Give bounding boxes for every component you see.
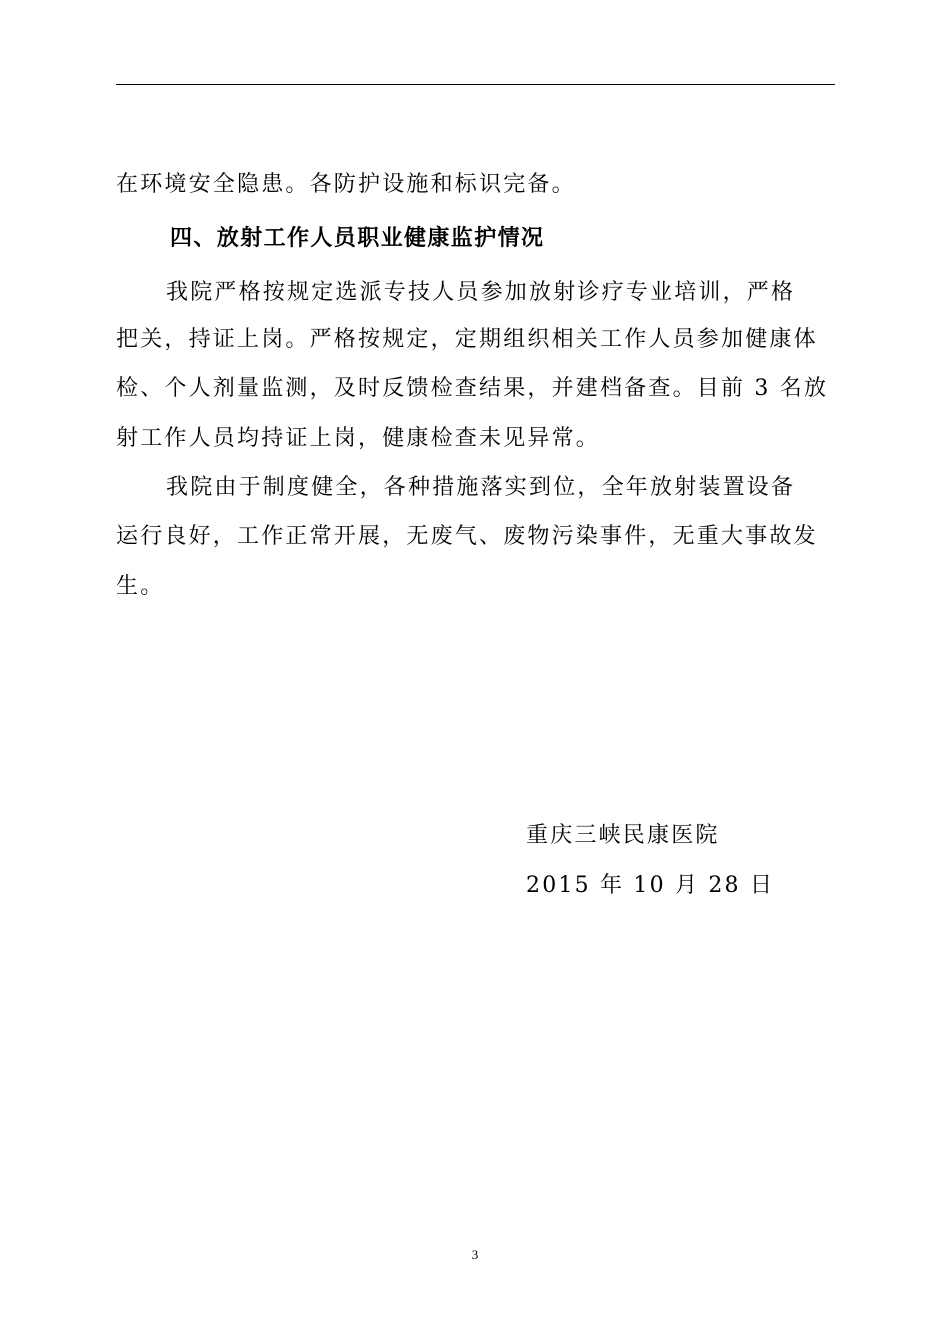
body-line-1: 在环境安全隐患。各防护设施和标识完备。 (116, 172, 576, 197)
body-line-4: 把关，持证上岗。严格按规定，定期组织相关工作人员参加健康体 (116, 327, 818, 352)
body-line-3: 我院严格按规定选派专技人员参加放射诊疗专业培训，严格 (166, 280, 796, 305)
page-number: 3 (471, 1247, 479, 1262)
header-rule (116, 84, 835, 85)
signature-date: 2015 年 10 月 28 日 (526, 873, 775, 898)
signature-organization: 重庆三峡民康医院 (526, 823, 720, 848)
body-line-8: 运行良好，工作正常开展，无废气、废物污染事件，无重大事故发 (116, 524, 818, 549)
body-line-6: 射工作人员均持证上岗，健康检查未见异常。 (116, 426, 601, 451)
section-heading: 四、放射工作人员职业健康监护情况 (170, 226, 545, 251)
body-line-9: 生。 (116, 574, 165, 599)
body-line-5: 检、个人剂量监测，及时反馈检查结果，并建档备查。目前 3 名放 (116, 376, 829, 401)
body-line-7: 我院由于制度健全，各种措施落实到位，全年放射装置设备 (166, 475, 796, 500)
